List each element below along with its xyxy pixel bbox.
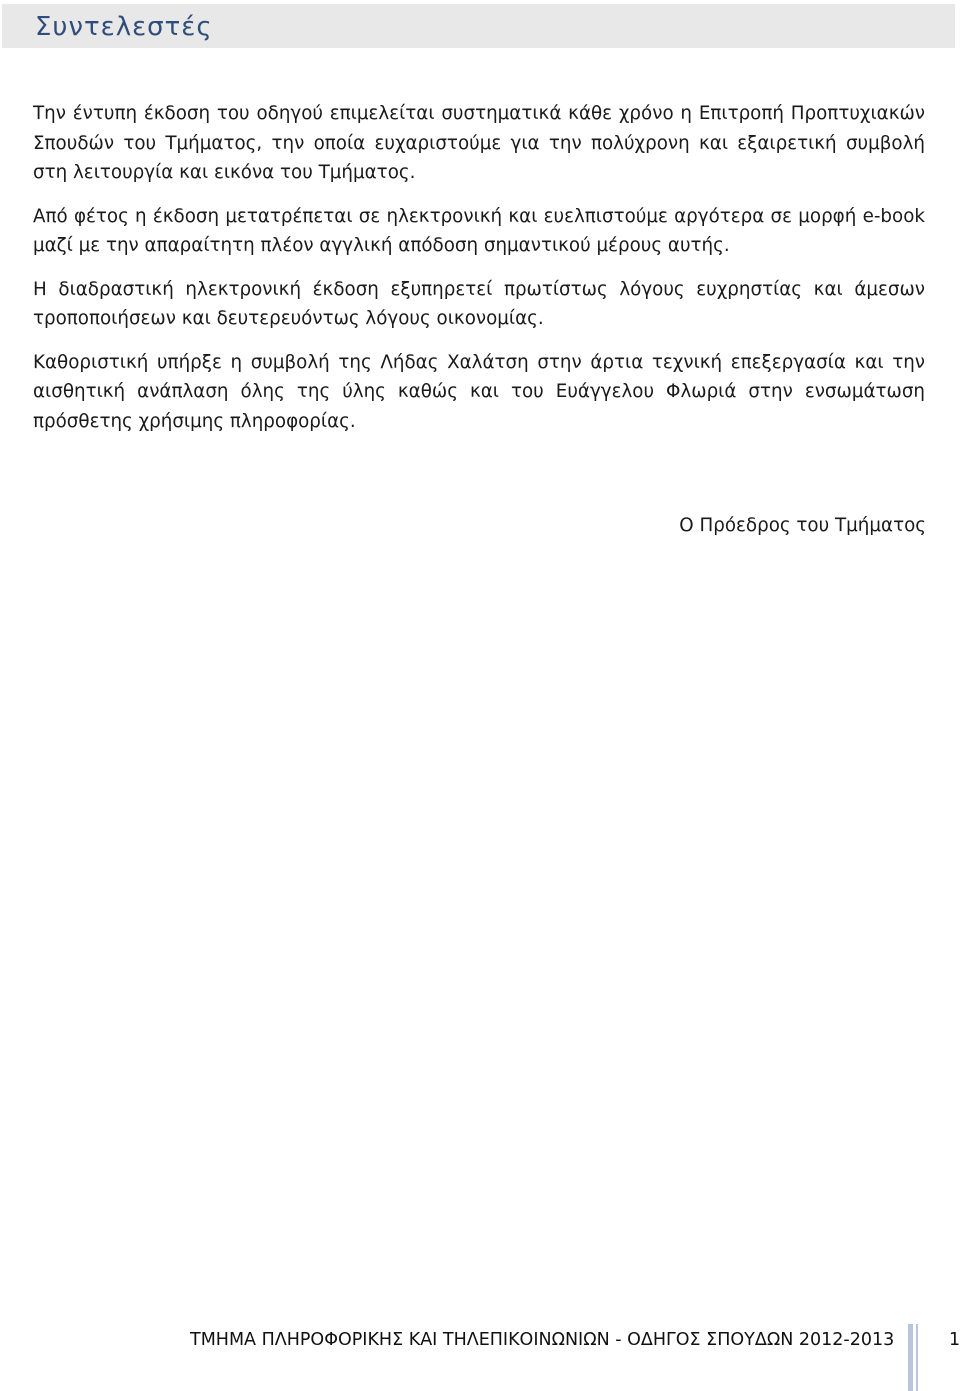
page-number: 1 — [949, 1330, 960, 1350]
paragraph-interactive-edition: Η διαδραστική ηλεκτρονική έκδοση εξυπηρετεί πρωτίστως λόγους ευχρηστίας και άμεσων τροποποιήσεων και δευτερευόντως λόγους οικονομίας. — [33, 278, 925, 329]
paragraph-contributors: Καθοριστική υπήρξε η συμβολή της Λήδας Χαλάτση στην άρτια τεχνική επεξεργασία και την αισθητική ανάπλαση όλης της ύλης καθώς και του Ευάγγελου Φλωριά στην ενσωμάτωση πρόσθετης χρήσιμης πληροφορίας. — [33, 351, 925, 432]
section-title-bar — [2, 4, 955, 48]
document-body — [33, 99, 925, 450]
footer-title: ΤΜΗΜΑ ΠΛΗΡΟΦΟΡΙΚΗΣ ΚΑΙ ΤΗΛΕΠΙΚΟΙΝΩΝΙΩΝ - ΟΔΗΓΟΣ ΣΠΟΥΔΩΝ 2012-2013 — [190, 1330, 895, 1350]
footer-divider-line-thin — [916, 1324, 918, 1391]
footer-divider — [908, 1324, 920, 1391]
footer-divider-line-thick — [908, 1324, 913, 1391]
signature-line: Ο Πρόεδρος του Τμήματος — [679, 515, 926, 536]
page-title: Συντελεστές — [35, 12, 213, 42]
paragraph-print-edition: Την έντυπη έκδοση του οδηγού επιμελείται συστηματικά κάθε χρόνο η Επιτροπή Προπτυχιακών Σπουδών του Τμήματος, την οποία ευχαριστούμε για την πολύχρονη και εξαιρετική συμβολή στη λειτουργία και εικόνα του Τμήματος. — [33, 103, 925, 183]
paragraph-electronic-edition: Από φέτος η έκδοση μετατρέπεται σε ηλεκτρονική και ευελπιστούμε αργότερα σε μορφή e-book μαζί με την απαραίτητη πλέον αγγλική απόδοση σημαντικού μέρους αυτής. — [33, 205, 925, 256]
